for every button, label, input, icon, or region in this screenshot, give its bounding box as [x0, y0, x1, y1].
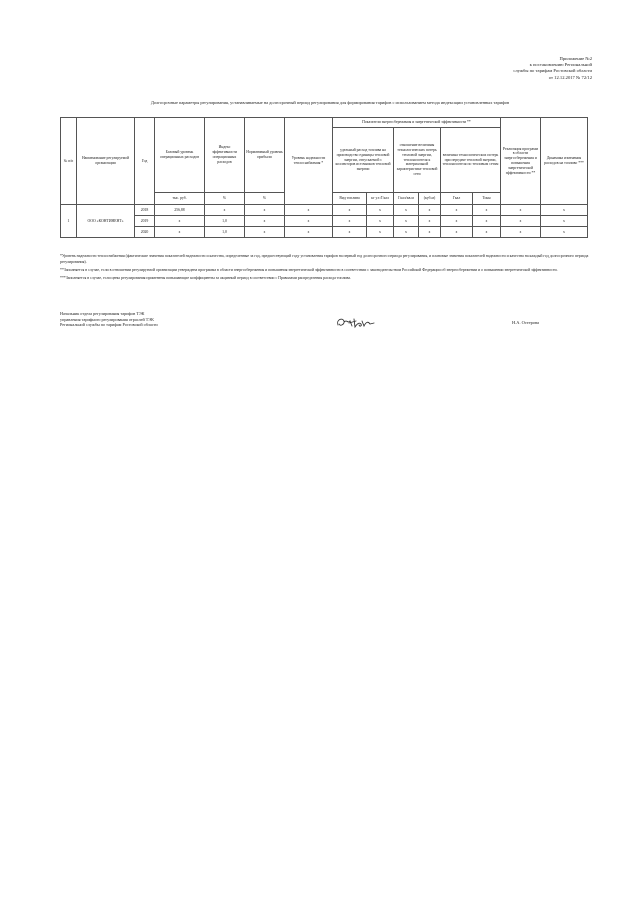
- table-cell: х: [473, 205, 501, 216]
- header-energy-group: Показатели энергосбережения и энергетической эффективности **: [333, 118, 501, 128]
- appendix-line: к постановлению Региональной: [529, 62, 592, 68]
- table-cell: х: [501, 205, 541, 216]
- appendix-line: службы по тарифам Ростовской области: [513, 68, 592, 74]
- footnote-fuel-dynamics: ***Заполняется в случае, если цены регулирования применены повышающие коэффициенты за акцизный период в соответствии с Правилами распределения расхода топлива.: [60, 275, 351, 280]
- unit-profit: %: [245, 193, 285, 205]
- position-line: управления тарифного регулирования отраслей ТЭК: [60, 316, 154, 322]
- table-cell: х: [501, 216, 541, 227]
- table-cell: х: [394, 216, 419, 227]
- footnotes: [60, 254, 590, 284]
- header-dynamic: Динамика изменения расходов на топливо ***: [541, 118, 588, 205]
- table-cell: х: [541, 227, 588, 238]
- table-cell: х: [245, 205, 285, 216]
- unit-fuel: кг у.т./Гкал: [367, 193, 394, 205]
- table-cell: х: [285, 227, 333, 238]
- unit-loss-gcal: Гкал: [441, 193, 473, 205]
- table-cell: х: [501, 227, 541, 238]
- table-cell: х: [205, 205, 245, 216]
- header-loss-volume: величина технологических потерь при передаче тепловой энергии, теплоносителя по тепловым сетям: [441, 128, 501, 193]
- row-year: 2020: [135, 227, 155, 238]
- signer-name: Н.А. Остерова: [512, 320, 539, 325]
- parameters-table: [60, 117, 588, 238]
- signatory-position: [60, 311, 158, 328]
- footnote-energy-program: **Заполняется в случае, если в отношении регулируемой организации утверждена программа в области энергосбережения и повышения энергетической эффективности в соответствии с законодательством Российской Федерации об энергосбережении и о повышении энергетической эффективности.: [60, 267, 558, 272]
- row-year: 2018: [135, 205, 155, 216]
- table-cell: х: [441, 205, 473, 216]
- header-efficiency: Индекс эффективности операционных расходов: [205, 118, 245, 193]
- table-cell: х: [541, 216, 588, 227]
- header-reliability: Уровень надежности теплоснабжения *: [285, 118, 333, 205]
- unit-fuel-kind: Вид топлива: [333, 193, 367, 205]
- table-cell: х: [285, 205, 333, 216]
- unit-loss-tons: Тонн: [473, 193, 501, 205]
- table-cell: х: [333, 227, 367, 238]
- table-cell: х: [245, 227, 285, 238]
- table-cell: 1,0: [205, 227, 245, 238]
- position-line: Начальник отдела регулирования тарифов ТЭК: [60, 311, 145, 316]
- table-cell: х: [333, 205, 367, 216]
- table-cell: х: [473, 216, 501, 227]
- table-cell: х: [441, 216, 473, 227]
- table-cell: х: [441, 227, 473, 238]
- table-cell: х: [419, 227, 441, 238]
- unit-ratio: Гкал/кв.м: [394, 193, 419, 205]
- header-loss-ratio: отношение величины технологических потерь тепловой энергии, теплоносителя к материальной характеристике тепловой сети: [394, 128, 441, 193]
- header-program: Реализация программ в области энергосбережения и повышения энергетической эффективности **: [501, 118, 541, 205]
- table-cell: х: [155, 227, 205, 238]
- unit-base-costs: тыс. руб.: [155, 193, 205, 205]
- table-cell: х: [285, 216, 333, 227]
- appendix-reference: [442, 56, 592, 81]
- header-num: № п/п: [61, 118, 77, 205]
- handwritten-signature: [334, 315, 376, 331]
- header-year: Год: [135, 118, 155, 205]
- row-year: 2019: [135, 216, 155, 227]
- table-cell: х: [155, 216, 205, 227]
- footnote-reliability: *Уровень надежности теплоснабжения (фактические значения показателей надежности и качества, определенные за год, предшествующий году установления тарифов на первый год долгосрочного периода регулирования, и плановые значения показателей надежности и качества на каждый год долгосрочного периода регулирования).: [60, 254, 589, 264]
- table-cell: х: [367, 216, 394, 227]
- table-cell: х: [333, 216, 367, 227]
- unit-efficiency: %: [205, 193, 245, 205]
- header-fuel: удельный расход топлива на производство единицы тепловой энергии, отпускаемой с коллекторов источников тепловой энергии: [333, 128, 394, 193]
- table-cell: 1,0: [205, 216, 245, 227]
- document-title: Долгосрочные параметры регулирования, устанавливаемые на долгосрочный период регулирования для формирования тарифов с использованием метода индексации установленных тарифов: [150, 100, 510, 105]
- header-base-costs: Базовый уровень операционных расходов: [155, 118, 205, 193]
- position-line: Региональной службы по тарифам Ростовской области: [60, 322, 158, 328]
- row-number: 1: [61, 205, 77, 238]
- table-cell: х: [367, 227, 394, 238]
- table-cell: х: [394, 227, 419, 238]
- table-cell: х: [394, 205, 419, 216]
- table-cell: х: [245, 216, 285, 227]
- table-cell: х: [367, 205, 394, 216]
- table-cell: х: [541, 205, 588, 216]
- header-org: Наименование регулируемой организации: [77, 118, 135, 205]
- table-cell: х: [473, 227, 501, 238]
- appendix-line: от 12.12.2017 № 72/12: [548, 74, 592, 80]
- appendix-line: Приложение №2: [559, 56, 592, 61]
- org-name: ООО «КОНТИНЕНТ»: [77, 205, 135, 238]
- table-cell: 256,88: [155, 205, 205, 216]
- unit-ratio-alt: (куб.м): [419, 193, 441, 205]
- table-cell: х: [419, 216, 441, 227]
- header-profit: Нормативный уровень прибыли: [245, 118, 285, 193]
- table-cell: х: [419, 205, 441, 216]
